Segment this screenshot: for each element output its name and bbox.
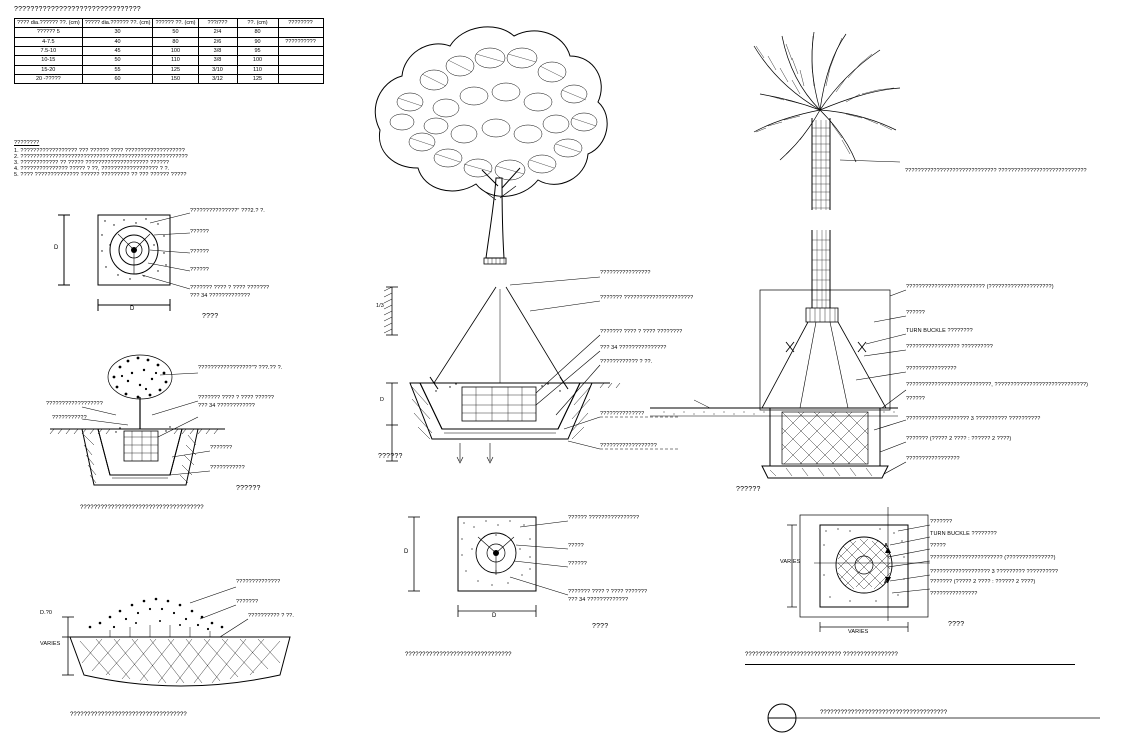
- cell: 7.5-10: [15, 46, 83, 55]
- callout-label: ????????????????: [600, 270, 651, 276]
- cell: 10-15: [15, 56, 83, 65]
- dim-horizontal-d: D: [492, 613, 497, 619]
- callout-label: ??????: [190, 249, 209, 255]
- callout-label-right: ?????????????????"? ???.?? ?.: [198, 365, 283, 371]
- cell: 45: [82, 46, 153, 55]
- callout-label-turnbuckle: TURN BUCKLE ????????: [930, 531, 997, 537]
- callout-label: ?????????? ? ??.: [248, 613, 294, 619]
- th-1: ????? dia.?????? ??. (cm): [82, 19, 153, 28]
- cell: 100: [153, 46, 198, 55]
- callout-label: ????????????????? ??????????: [906, 344, 993, 350]
- detail-plan-center-bottom: [400, 505, 680, 645]
- note-line: 2. ?????????????????????????????????????????????????????: [14, 154, 188, 160]
- cell: 110: [237, 65, 278, 74]
- table-row: [15, 74, 324, 83]
- callout-label: ????????????????????????? (????????????????????): [906, 284, 1054, 290]
- cell: 125: [153, 65, 198, 74]
- footer-callout: [760, 700, 1120, 740]
- cell: 2/6: [198, 37, 237, 46]
- cell: 3/12: [198, 74, 237, 83]
- cell: ?????? 5: [15, 28, 83, 37]
- callout-label: ???????: [930, 519, 953, 525]
- cell: 95: [237, 46, 278, 55]
- detail-caption: ????: [592, 623, 609, 630]
- detail-tree-section-center: [350, 265, 694, 480]
- dim-d: D: [380, 397, 385, 403]
- callout-label: ??????????????????? 3 ????????? ??????????: [930, 569, 1059, 575]
- note-line: 3. ???????????? ?? ????? ???????????????????? ??????: [14, 160, 170, 166]
- detail-caption: ????: [202, 313, 219, 320]
- dim-varies: VARIES: [40, 641, 61, 647]
- callout-label: ??????????????: [600, 411, 645, 417]
- detail-palm-plan-right: [780, 505, 1100, 645]
- callout-label: ??? 34 ???????????????: [600, 345, 667, 351]
- callout-label: ??? 34 ?????????????: [190, 293, 251, 299]
- callout-label: ??????? (????? 2 ???? : ?????? 2 ????): [906, 436, 1012, 442]
- callout-label: ??????: [190, 229, 209, 235]
- callout-label-left: ???????????: [52, 415, 87, 421]
- table-body: [15, 28, 324, 84]
- callout-label: ?????????????????: [906, 456, 960, 462]
- callout-label: ?????? ????????????????: [568, 515, 640, 521]
- dim-one-third: 1/3: [376, 303, 384, 309]
- callout-label: ?????: [568, 543, 584, 549]
- subcaption-underline: [745, 664, 1075, 665]
- cell: [278, 46, 323, 55]
- callout-label: ??????????????????: [600, 443, 657, 449]
- cell: [278, 56, 323, 65]
- callout-label: ???????????????" ???2.? ?.: [190, 208, 265, 214]
- th-0: ???? dia.?????? ??. (cm): [15, 19, 83, 28]
- detail-palm-plan-subcaption: ???????????????????????????? ????????????????: [745, 652, 898, 658]
- cell: 50: [153, 28, 198, 37]
- th-5: ????????: [278, 19, 323, 28]
- note-line: 1. ?????????????????? ??? ?????? ???? ???????????????????: [14, 148, 185, 154]
- notes-block: [14, 140, 188, 178]
- cell: 150: [153, 74, 198, 83]
- callout-label: ??? 34 ?????????????: [568, 597, 629, 603]
- callout-label: ??????: [568, 561, 587, 567]
- spec-table-wrap: [14, 18, 324, 84]
- cell: [278, 28, 323, 37]
- detail-shrub-subcaption: ????????????????????????????????????: [80, 505, 204, 511]
- callout-label: ??????? ???? ? ???? ???????: [190, 285, 270, 291]
- cell: 30: [82, 28, 153, 37]
- cell: 110: [153, 56, 198, 65]
- table-row: [15, 37, 324, 46]
- callout-label: ??????? (????? 2 ???? : ?????? 2 ????): [930, 579, 1036, 585]
- cell: 100: [237, 56, 278, 65]
- dim-horizontal-d: D: [130, 306, 135, 312]
- detail-shrub-section: [20, 345, 320, 505]
- detail-plan-center-subcaption: ???????????????????????????????: [405, 652, 512, 658]
- note-line: 5. ???? ?????????????? ?????? ????????? ?? ??? ?????? ?????: [14, 172, 187, 178]
- callout-label-right: ??? 34 ????????????: [198, 403, 255, 409]
- cell: 90: [237, 37, 278, 46]
- palm-top-note: ????????????????????????????? ????????????????????????????: [905, 168, 1087, 174]
- callout-label: ???????????????????????????, ?????????????????????????????): [906, 382, 1089, 388]
- note-line: 4. ??????????????? ????? ? ??, ?????????????????? ? ?.: [14, 166, 170, 172]
- cell: 50: [82, 56, 153, 65]
- th-2: ?????? ??. (cm): [153, 19, 198, 28]
- table-row: [15, 65, 324, 74]
- th-3: ???/???: [198, 19, 237, 28]
- dim-varies-left: VARIES: [780, 559, 801, 565]
- table-row: [15, 56, 324, 65]
- callout-label: ??????????????: [236, 579, 281, 585]
- callout-label: ??????: [906, 396, 925, 402]
- callout-label: ??????: [190, 267, 209, 273]
- cell: 55: [82, 65, 153, 74]
- callout-label-right: ??????? ???? ? ???? ??????: [198, 395, 275, 401]
- footer-note: ?????????????????????????????????????: [820, 710, 948, 716]
- table-header-row: [15, 19, 324, 28]
- callout-label: ???????????????????? 3 ?????????? ??????????: [906, 416, 1041, 422]
- callout-label: ???????: [236, 599, 259, 605]
- notes-heading: ????????: [14, 140, 40, 146]
- dim-d10: D.?0: [40, 610, 53, 616]
- th-4: ??. (cm): [237, 19, 278, 28]
- cell: 20 -?????: [15, 74, 83, 83]
- detail-caption: ??????: [736, 486, 761, 493]
- callout-label: ??????? ???? ? ???? ????????: [600, 329, 683, 335]
- cell: 125: [237, 74, 278, 83]
- cell: 15-20: [15, 65, 83, 74]
- section-mark-a-top: A: [884, 543, 889, 549]
- cell: 40: [82, 37, 153, 46]
- detail-caption: ??????: [236, 485, 261, 492]
- callout-label-right: ???????????: [210, 465, 245, 471]
- cell: 3/8: [198, 56, 237, 65]
- callout-label-turnbuckle: TURN BUCKLE ????????: [906, 328, 973, 334]
- callout-label: ????????????????: [906, 366, 957, 372]
- dim-vertical-d: D: [404, 549, 409, 555]
- callout-label: ??????????????????????? (???????????????): [930, 555, 1056, 561]
- callout-label-left: ??????????????????: [46, 401, 103, 407]
- cell: ??????????: [278, 37, 323, 46]
- detail-caption: ??????: [378, 453, 403, 460]
- cell: [278, 74, 323, 83]
- callout-label: ??????? ???? ? ???? ???????: [568, 589, 648, 595]
- table-row: [15, 28, 324, 37]
- table-row: [15, 46, 324, 55]
- callout-label: ???????????? ? ??.: [600, 359, 653, 365]
- section-mark-a-bottom: A: [884, 579, 889, 585]
- sheet-title: ???????????????????????????????: [14, 6, 141, 13]
- detail-groundcover-caption: ??????????????????????????????????: [70, 712, 187, 718]
- cell: 60: [82, 74, 153, 83]
- detail-plan-top-left: [50, 205, 280, 335]
- cell: [278, 65, 323, 74]
- callout-label: ??????? ??????????????????????: [600, 295, 694, 301]
- cell: 80: [237, 28, 278, 37]
- cell: 80: [153, 37, 198, 46]
- spec-table: [14, 18, 324, 84]
- cell: 3/8: [198, 46, 237, 55]
- callout-label: ?????: [930, 543, 946, 549]
- detail-palm-section-right: [650, 230, 1130, 500]
- cell: 2/4: [198, 28, 237, 37]
- callout-label: ???????????????: [930, 591, 978, 597]
- callout-label-right: ???????: [210, 445, 233, 451]
- cell: 4-7.5: [15, 37, 83, 46]
- dim-varies-bottom: VARIES: [848, 629, 869, 635]
- detail-caption: ????: [948, 621, 965, 628]
- dim-vertical-d: D: [54, 245, 59, 251]
- detail-groundcover-section: [40, 575, 330, 705]
- palm-elevation-right: [700, 10, 950, 250]
- cell: 3/10: [198, 65, 237, 74]
- callout-label: ??????: [906, 310, 925, 316]
